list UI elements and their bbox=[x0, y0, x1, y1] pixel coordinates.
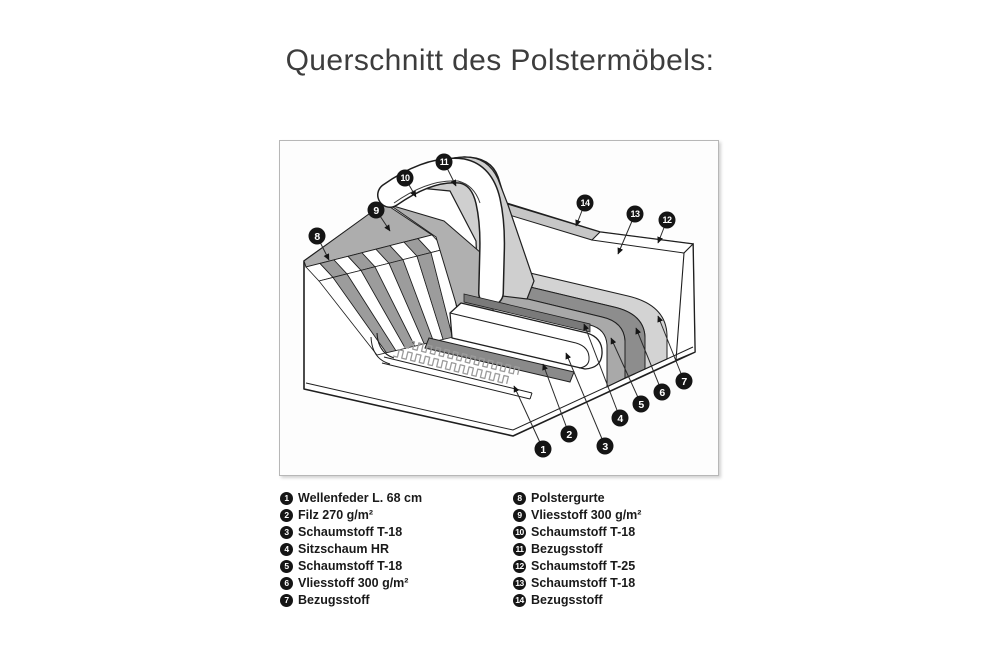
legend-number-badge: 11 bbox=[513, 543, 526, 556]
legend-item-10 bbox=[513, 524, 641, 541]
legend-item-11 bbox=[513, 541, 641, 558]
legend-label: Bezugsstoff bbox=[298, 593, 370, 607]
svg-text:11: 11 bbox=[439, 157, 449, 168]
svg-text:1: 1 bbox=[540, 443, 546, 456]
legend-item-3 bbox=[280, 524, 422, 541]
svg-text:9: 9 bbox=[373, 204, 379, 217]
svg-text:2: 2 bbox=[566, 428, 572, 441]
legend-label: Filz 270 g/m² bbox=[298, 508, 374, 522]
legend-number-badge: 12 bbox=[513, 560, 526, 573]
legend-item-8 bbox=[513, 490, 641, 507]
legend-label: Schaumstoff T-18 bbox=[531, 525, 636, 539]
svg-text:12: 12 bbox=[662, 215, 672, 226]
callout-14 bbox=[576, 195, 594, 227]
legend-column-left bbox=[280, 490, 422, 609]
legend-label: Sitzschaum HR bbox=[298, 542, 389, 556]
legend-number-badge: 8 bbox=[513, 492, 526, 505]
svg-text:13: 13 bbox=[630, 209, 640, 220]
legend-number-badge: 5 bbox=[280, 560, 293, 573]
legend-number-badge: 4 bbox=[280, 543, 293, 556]
legend-number-badge: 10 bbox=[513, 526, 526, 539]
legend-label: Schaumstoff T-18 bbox=[531, 576, 636, 590]
diagram-panel bbox=[279, 140, 719, 476]
legend-label: Schaumstoff T-25 bbox=[531, 559, 636, 573]
svg-text:7: 7 bbox=[681, 375, 687, 388]
legend-label: Bezugsstoff bbox=[531, 593, 603, 607]
page-title: Querschnitt des Polstermöbels: bbox=[285, 44, 715, 77]
legend-item-6 bbox=[280, 575, 422, 592]
callout-12 bbox=[658, 212, 676, 244]
legend-label: Bezugsstoff bbox=[531, 542, 603, 556]
legend-item-2 bbox=[280, 507, 422, 524]
legend-item-13 bbox=[513, 575, 641, 592]
legend-label: Wellenfeder L. 68 cm bbox=[298, 491, 423, 505]
legend-number-badge: 7 bbox=[280, 594, 293, 607]
legend-item-4 bbox=[280, 541, 422, 558]
legend-column-right bbox=[513, 490, 641, 609]
legend-item-1 bbox=[280, 490, 422, 507]
legend-item-7 bbox=[280, 592, 422, 609]
svg-text:5: 5 bbox=[638, 398, 644, 411]
legend-label: Polstergurte bbox=[531, 491, 605, 505]
legend-number-badge: 14 bbox=[513, 594, 526, 607]
svg-text:10: 10 bbox=[400, 173, 410, 184]
legend-number-badge: 9 bbox=[513, 509, 526, 522]
svg-text:14: 14 bbox=[580, 198, 590, 209]
legend-number-badge: 13 bbox=[513, 577, 526, 590]
legend-label: Vliesstoff 300 g/m² bbox=[298, 576, 409, 590]
legend-number-badge: 6 bbox=[280, 577, 293, 590]
svg-text:3: 3 bbox=[602, 440, 608, 453]
svg-text:6: 6 bbox=[659, 386, 665, 399]
svg-text:8: 8 bbox=[314, 230, 320, 243]
legend-item-5 bbox=[280, 558, 422, 575]
svg-text:4: 4 bbox=[617, 412, 623, 425]
legend-item-9 bbox=[513, 507, 641, 524]
legend-number-badge: 1 bbox=[280, 492, 293, 505]
legend-label: Vliesstoff 300 g/m² bbox=[531, 508, 642, 522]
legend-item-12 bbox=[513, 558, 641, 575]
legend-item-14 bbox=[513, 592, 641, 609]
legend-label: Schaumstoff T-18 bbox=[298, 525, 403, 539]
legend-number-badge: 3 bbox=[280, 526, 293, 539]
legend-label: Schaumstoff T-18 bbox=[298, 559, 403, 573]
legend-number-badge: 2 bbox=[280, 509, 293, 522]
furniture-cross-section-diagram bbox=[280, 141, 718, 475]
